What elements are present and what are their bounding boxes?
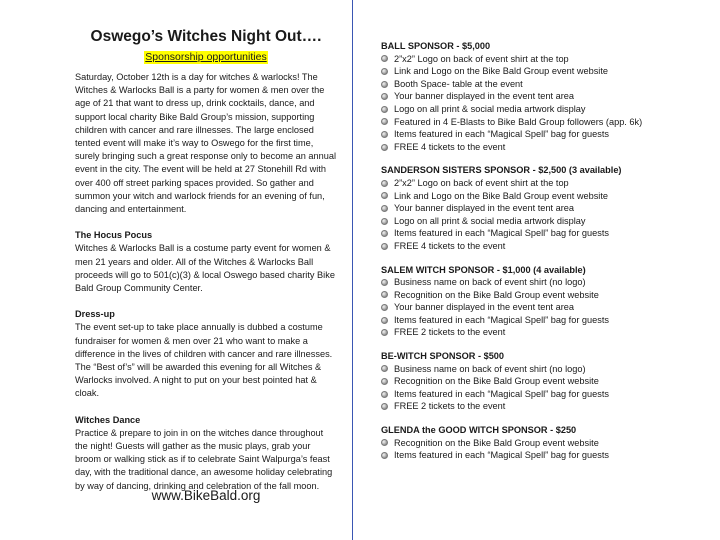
benefit-item: [381, 103, 706, 116]
benefit-text: Your banner displayed in the event tent area: [394, 302, 574, 313]
section-body: The event set-up to take place annually is dubbed a costume fundraiser for women & men over 21 who want to make a difference in the lives of children with cancer and rare illnesses. The “Best of’s” will be awarded this evening for all Witches & Warlocks involved. A night to put on your best pointed hat & cloak.: [75, 322, 333, 399]
bullet-icon: [381, 144, 388, 151]
bullet-icon: [381, 452, 388, 459]
benefit-text: Your banner displayed in the event tent area: [394, 203, 574, 214]
benefit-item: [381, 449, 706, 462]
benefit-text: Items featured in each “Magical Spell” bag for guests: [394, 388, 609, 399]
benefit-item: [381, 78, 706, 91]
bullet-icon: [381, 329, 388, 336]
page-title: Oswego’s Witches Night Out….: [90, 28, 322, 45]
benefit-text: Link and Logo on the Bike Bald Group event website: [394, 66, 609, 77]
section-body: Practice & prepare to join in on the witches dance throughout the night! Guests will gather as the music plays, grab your broom or walking stick as if to celebrate Saint Walpurga’s feast day, with the traditional dance, an awesome holiday celebrating by way of dancing, drinking and celebration of the fall moon.: [75, 427, 333, 491]
bullet-icon: [381, 391, 388, 398]
benefit-text: Link and Logo on the Bike Bald Group event website: [394, 190, 609, 201]
benefit-item: [381, 437, 706, 450]
tier-salem-witch-sponsor: [381, 264, 706, 340]
benefit-text: FREE 2 tickets to the event: [394, 401, 506, 412]
subtitle: Sponsorship opportunities: [145, 51, 267, 63]
bullet-icon: [381, 192, 388, 199]
benefit-item: [381, 276, 706, 289]
benefit-item: [381, 141, 706, 154]
bullet-icon: [381, 317, 388, 324]
section-witches-dance: [75, 414, 337, 493]
tier-heading: SALEM WITCH SPONSOR - $1,000 (4 available): [381, 264, 586, 275]
benefit-list: [381, 276, 706, 339]
intro-paragraph: Saturday, October 12th is a day for witches & warlocks! The Witches & Warlocks Ball is a party for women & men over the age of 21 that want to dress up, drink cocktails, dance, and support local charity Bike Bald Group’s mission, supporting children with cancer and rare illnesses. The large enclosed tented event will make it’s way to Oswego for the first time, surely bringing such a great response only to become an annual event in the city. The event will be held at 27 Stonehill Rd with over 400 off street parking spaces provided. So gather and summon your witch and warlock friends for an evening of fun, dancing and entertainment.: [75, 72, 336, 215]
benefit-text: 2”x2” Logo on back of event shirt at the top: [394, 53, 569, 64]
tier-heading: BALL SPONSOR - $5,000: [381, 41, 491, 51]
bullet-icon: [381, 131, 388, 138]
benefit-text: 2”x2” Logo on back of event shirt at the top: [394, 177, 569, 188]
benefit-text: Business name on back of event shirt (no logo): [394, 277, 586, 288]
benefit-text: Recognition on the Bike Bald Group event website: [394, 376, 599, 387]
benefit-item: [381, 177, 706, 190]
benefit-text: Featured in 4 E-Blasts to Bike Bald Group followers (app. 6k): [394, 116, 643, 127]
benefit-text: Recognition on the Bike Bald Group event website: [394, 289, 599, 300]
bullet-icon: [381, 243, 388, 250]
tier-heading: BE-WITCH SPONSOR - $500: [381, 351, 505, 362]
benefit-list: [381, 437, 706, 462]
benefit-item: [381, 363, 706, 376]
tier-heading: SANDERSON SISTERS SPONSOR - $2,500 (3 available): [381, 165, 622, 176]
bullet-icon: [381, 378, 388, 385]
left-column: [75, 28, 337, 506]
website-url: www.BikeBald.org: [151, 488, 261, 503]
section-body: Witches & Warlocks Ball is a costume party event for women & men 21 years and older. All of the Witches & Warlocks Ball proceeds will go to 501(c)(3) & local Oswego based charity Bike Bald Group Community Center.: [75, 243, 335, 294]
benefit-item: [381, 227, 706, 240]
benefit-text: Items featured in each “Magical Spell” bag for guests: [394, 228, 609, 239]
benefit-text: FREE 4 tickets to the event: [394, 240, 506, 251]
benefit-text: FREE 2 tickets to the event: [394, 327, 506, 338]
benefit-text: Business name on back of event shirt (no logo): [394, 363, 586, 374]
bullet-icon: [381, 118, 388, 125]
bullet-icon: [381, 218, 388, 225]
benefit-item: [381, 326, 706, 339]
benefit-item: [381, 116, 706, 129]
benefit-item: [381, 289, 706, 302]
tier-sanderson-sisters-sponsor: [381, 164, 706, 252]
bullet-icon: [381, 205, 388, 212]
bullet-icon: [381, 106, 388, 113]
section-dress-up: [75, 308, 337, 400]
bullet-icon: [381, 439, 388, 446]
sponsor-tiers: [381, 40, 706, 473]
tier-glenda-good-witch-sponsor: [381, 424, 706, 462]
benefit-item: [381, 301, 706, 314]
benefit-text: Recognition on the Bike Bald Group event website: [394, 437, 599, 448]
tier-ball-sponsor: [381, 40, 706, 153]
bullet-icon: [381, 304, 388, 311]
bullet-icon: [381, 291, 388, 298]
bullet-icon: [381, 68, 388, 75]
benefit-item: [381, 375, 706, 388]
benefit-text: Items featured in each “Magical Spell” bag for guests: [394, 314, 609, 325]
section-heading: The Hocus Pocus: [75, 230, 153, 241]
section-hocus-pocus: [75, 229, 337, 295]
tier-heading: GLENDA the GOOD WITCH SPONSOR - $250: [381, 425, 577, 436]
benefit-item: [381, 65, 706, 78]
benefit-list: [381, 53, 706, 154]
bullet-icon: [381, 180, 388, 187]
bullet-icon: [381, 279, 388, 286]
benefit-item: [381, 240, 706, 253]
benefit-item: [381, 128, 706, 141]
benefit-text: Logo on all print & social media artwork display: [394, 215, 586, 226]
benefit-list: [381, 177, 706, 253]
benefit-item: [381, 190, 706, 203]
column-divider: [352, 0, 353, 540]
subtitle-wrap: [75, 47, 337, 65]
benefit-text: Your banner displayed in the event tent area: [394, 91, 574, 102]
bullet-icon: [381, 230, 388, 237]
bullet-icon: [381, 365, 388, 372]
bullet-icon: [381, 93, 388, 100]
benefit-item: [381, 215, 706, 228]
benefit-item: [381, 314, 706, 327]
bullet-icon: [381, 81, 388, 88]
benefit-list: [381, 363, 706, 413]
section-heading: Dress-up: [75, 309, 115, 320]
benefit-text: Items featured in each “Magical Spell” bag for guests: [394, 450, 609, 461]
benefit-text: Logo on all print & social media artwork display: [394, 103, 586, 114]
benefit-item: [381, 400, 706, 413]
benefit-text: Items featured in each “Magical Spell” bag for guests: [394, 129, 609, 140]
benefit-item: [381, 388, 706, 401]
tier-be-witch-sponsor: [381, 350, 706, 413]
section-heading: Witches Dance: [75, 414, 141, 425]
benefit-item: [381, 53, 706, 66]
benefit-text: Booth Space- table at the event: [394, 78, 523, 89]
benefit-item: [381, 202, 706, 215]
benefit-text: FREE 4 tickets to the event: [394, 141, 506, 152]
benefit-item: [381, 90, 706, 103]
bullet-icon: [381, 55, 388, 62]
bullet-icon: [381, 403, 388, 410]
